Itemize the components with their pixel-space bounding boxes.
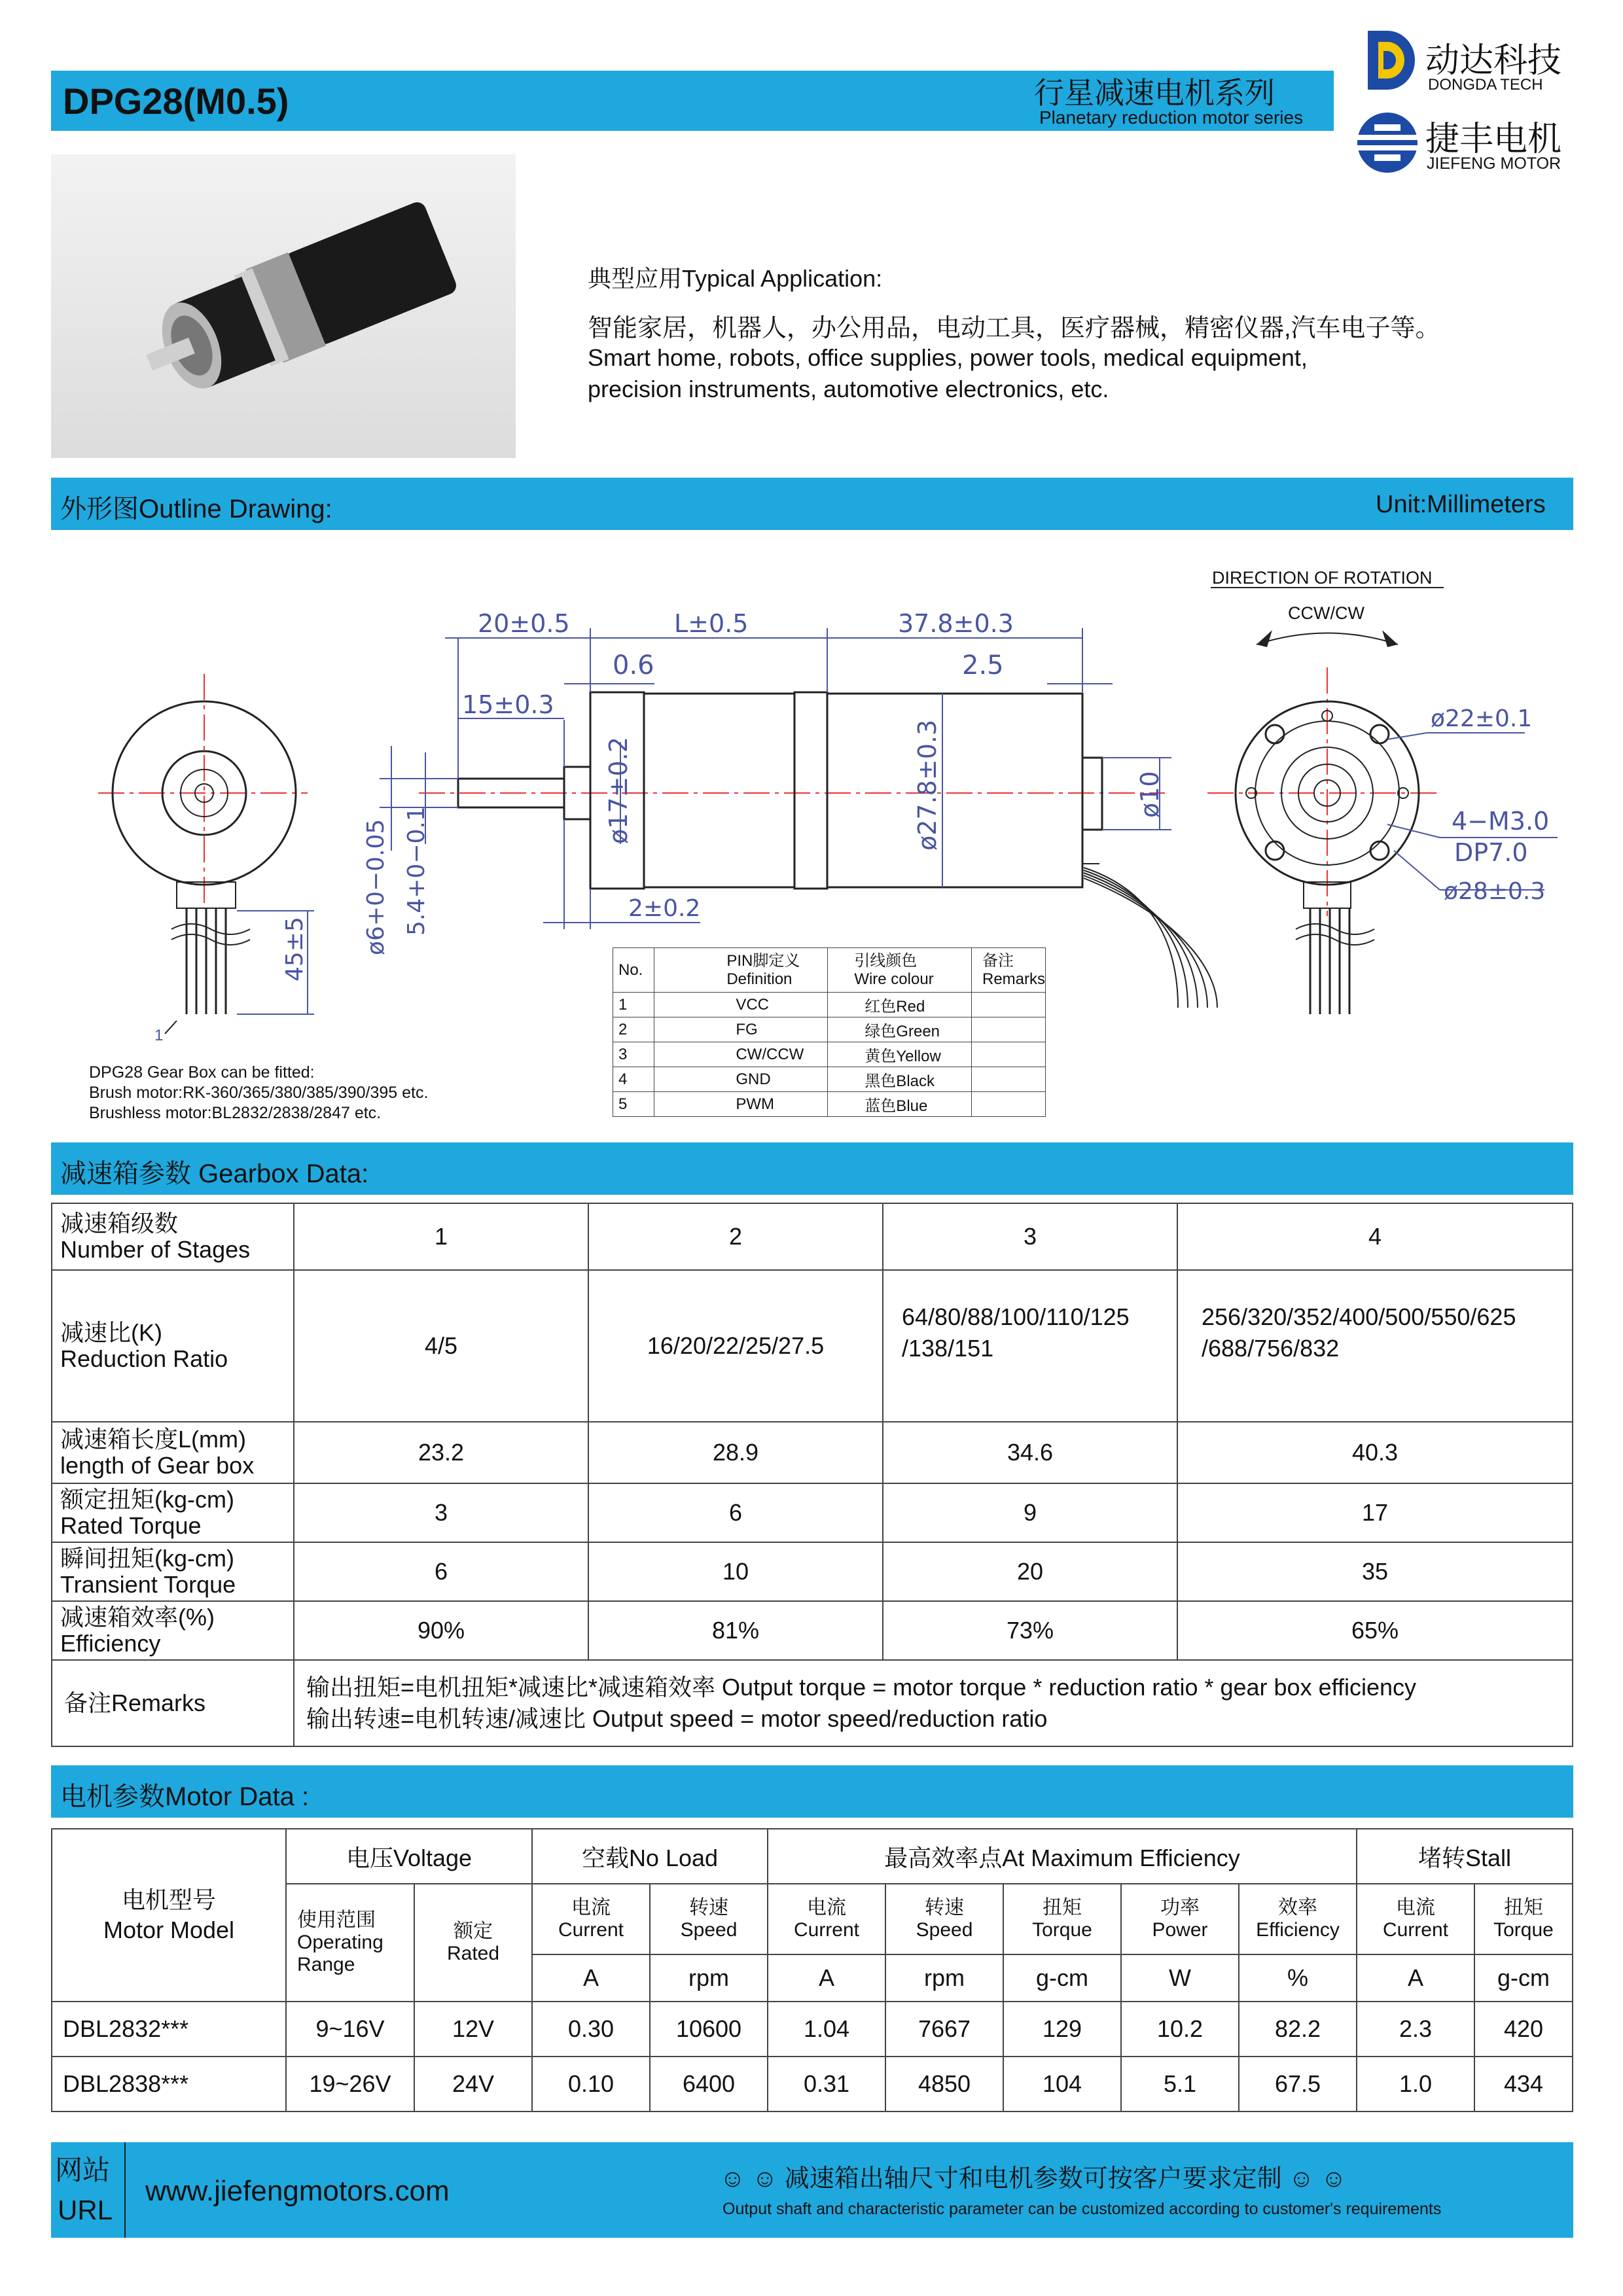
motor-row bbox=[52, 2002, 1573, 2057]
motor-cell: 434 bbox=[1474, 2057, 1573, 2111]
gearbox-cell: 10 bbox=[588, 1542, 883, 1601]
gearbox-cell: 16/20/22/25/27.5 bbox=[588, 1270, 883, 1422]
motor-cell: 19~26V bbox=[286, 2057, 414, 2111]
model-title: DPG28(M0.5) bbox=[63, 80, 289, 122]
fit-note bbox=[89, 1063, 428, 1123]
pin-no: 3 bbox=[613, 1042, 654, 1067]
motor-model: DBL2832*** bbox=[52, 2002, 286, 2057]
gearbox-cell: 64/80/88/100/110/125 /138/151 bbox=[883, 1270, 1177, 1422]
pin-remark bbox=[971, 993, 1045, 1017]
pin-def: CW/CCW bbox=[654, 1042, 828, 1067]
motor-cell: 24V bbox=[414, 2057, 532, 2111]
dim-28: ø28±0.3 bbox=[1444, 878, 1546, 905]
motor-cell: 420 bbox=[1474, 2002, 1573, 2057]
motor-cell: 129 bbox=[1003, 2002, 1121, 2057]
pin-no: 5 bbox=[613, 1092, 654, 1117]
footer-note-en: Output shaft and characteristic parameter can be customized according to customer's requirements bbox=[722, 2200, 1442, 2218]
gearbox-cell: 1 bbox=[294, 1203, 588, 1270]
application-en1: Smart home, robots, office supplies, power tools, medical equipment, bbox=[588, 344, 1308, 371]
motor-cell: 4850 bbox=[885, 2057, 1003, 2111]
motor-cell: 9~16V bbox=[286, 2002, 414, 2057]
pin-header: No. bbox=[613, 948, 654, 993]
pin-colour: 黄色Yellow bbox=[828, 1042, 972, 1067]
left-end-view bbox=[98, 674, 314, 1044]
dim-dp7: DP7.0 bbox=[1454, 838, 1528, 867]
gearbox-cell: 65% bbox=[1177, 1601, 1573, 1660]
application-en2: precision instruments, automotive electronics, etc. bbox=[588, 376, 1109, 402]
pin-colour: 红色Red bbox=[828, 993, 972, 1017]
sub-header: 电流 Current bbox=[532, 1884, 650, 1954]
motor-model: DBL2838*** bbox=[52, 2057, 286, 2111]
unit-cell: % bbox=[1239, 1954, 1357, 2002]
pin-table bbox=[613, 947, 1046, 1117]
gearbox-cell: 20 bbox=[883, 1542, 1177, 1601]
gearbox-cell: 6 bbox=[588, 1483, 883, 1542]
pin-colour: 黑色Black bbox=[828, 1067, 972, 1092]
gearbox-row-label: 减速比(K) Reduction Ratio bbox=[52, 1270, 294, 1422]
motor-cell: 0.31 bbox=[768, 2057, 885, 2111]
rotation-indicator bbox=[1211, 568, 1444, 647]
jiefeng-logo-icon bbox=[1355, 110, 1420, 175]
pin-1-label: 1 bbox=[154, 1027, 164, 1044]
right-end-view bbox=[1207, 667, 1558, 1014]
gearbox-cell: 28.9 bbox=[588, 1422, 883, 1483]
fit-note-line: DPG28 Gear Box can be fitted: bbox=[89, 1063, 315, 1082]
pin-remark bbox=[971, 1092, 1045, 1117]
gearbox-cell: 6 bbox=[294, 1542, 588, 1601]
pin-remark bbox=[971, 1017, 1045, 1042]
dim-L: L±0.5 bbox=[674, 609, 749, 638]
gearbox-cell: 40.3 bbox=[1177, 1422, 1573, 1483]
sub-header: 扭矩 Torque bbox=[1003, 1884, 1121, 1954]
unit-cell: g-cm bbox=[1003, 1954, 1121, 2002]
dim-m3: 4−M3.0 bbox=[1452, 807, 1550, 836]
remarks-line-2: 输出转速=电机转速/减速比 Output speed = motor speed/reduction ratio bbox=[306, 1705, 1048, 1732]
brand1-cn: 动达科技 bbox=[1425, 42, 1562, 80]
dim-15: 15±0.3 bbox=[462, 690, 554, 719]
rotation-value: CCW/CW bbox=[1288, 603, 1364, 623]
gearbox-cell: 35 bbox=[1177, 1542, 1573, 1601]
application-cn: 智能家居，机器人，办公用品，电动工具，医疗器械，精密仪器,汽车电子等。 bbox=[588, 315, 1440, 342]
unit-cell: W bbox=[1121, 1954, 1239, 2002]
fit-note-line: Brushless motor:BL2832/2838/2847 etc. bbox=[89, 1104, 382, 1122]
dim-5-4: 5.4+0−0.1 bbox=[403, 806, 430, 936]
pin-remark bbox=[971, 1067, 1045, 1092]
outline-title: 外形图Outline Drawing: bbox=[60, 495, 332, 523]
unit-cell: A bbox=[768, 1954, 885, 2002]
motor-cell: 5.1 bbox=[1121, 2057, 1239, 2111]
motor-cell: 2.3 bbox=[1357, 2002, 1474, 2057]
dim-0-6: 0.6 bbox=[613, 650, 654, 680]
gearbox-cell: 90% bbox=[294, 1601, 588, 1660]
sub-header: 电流 Current bbox=[1357, 1884, 1474, 1954]
site-label-cn: 网站 bbox=[55, 2155, 111, 2185]
sub-header: 转速 Speed bbox=[650, 1884, 768, 1954]
unit-cell: A bbox=[532, 1954, 650, 2002]
pin-header: 引线颜色 Wire colour bbox=[828, 948, 972, 993]
gearbox-row-label: 减速箱级数 Number of Stages bbox=[52, 1203, 294, 1270]
stall-header: 堵转Stall bbox=[1357, 1829, 1573, 1884]
brand1-en: DONGDA TECH bbox=[1428, 76, 1543, 94]
motor-row bbox=[52, 2057, 1573, 2111]
pin-remark bbox=[971, 1042, 1045, 1067]
gearbox-row-label: 额定扭矩(kg-cm) Rated Torque bbox=[52, 1483, 294, 1542]
unit-cell: rpm bbox=[650, 1954, 768, 2002]
series-cn: 行星减速电机系列 bbox=[1034, 76, 1275, 110]
gearbox-cell: 73% bbox=[883, 1601, 1177, 1660]
site-label-en: URL bbox=[58, 2195, 113, 2225]
gearbox-title: 减速箱参数 Gearbox Data: bbox=[60, 1159, 369, 1188]
dim-37-8: 37.8±0.3 bbox=[898, 609, 1014, 638]
motor-model-header: 电机型号 Motor Model bbox=[52, 1829, 286, 2002]
gearbox-cell: 4 bbox=[1177, 1203, 1573, 1270]
sub-header: 效率 Efficiency bbox=[1239, 1884, 1357, 1954]
gearbox-row-label: 减速箱长度L(mm) length of Gear box bbox=[52, 1422, 294, 1483]
pin-no: 4 bbox=[613, 1067, 654, 1092]
gearbox-cell: 17 bbox=[1177, 1483, 1573, 1542]
gearbox-cell: 34.6 bbox=[883, 1422, 1177, 1483]
remarks-label: 备注Remarks bbox=[52, 1660, 294, 1746]
motor-cell: 10600 bbox=[650, 2002, 768, 2057]
pin-def: FG bbox=[654, 1017, 828, 1042]
pin-header: PIN脚定义 Definition bbox=[654, 948, 828, 993]
dongda-logo-icon bbox=[1361, 27, 1420, 93]
motor-cell: 1.04 bbox=[768, 2002, 885, 2057]
gearbox-cell: 9 bbox=[883, 1483, 1177, 1542]
rated-header: 额定 Rated bbox=[414, 1884, 532, 2002]
dim-10: ø10 bbox=[1135, 771, 1164, 818]
application-heading: 典型应用Typical Application: bbox=[588, 265, 883, 292]
maxeff-header: 最高效率点At Maximum Efficiency bbox=[768, 1829, 1357, 1884]
gearbox-row-label: 瞬间扭矩(kg-cm) Transient Torque bbox=[52, 1542, 294, 1601]
sub-header: 功率 Power bbox=[1121, 1884, 1239, 1954]
pin-header: 备注 Remarks bbox=[971, 948, 1045, 993]
dim-27-8: ø27.8±0.3 bbox=[913, 719, 942, 851]
gearbox-cell: 3 bbox=[294, 1483, 588, 1542]
fit-note-line: Brush motor:RK-360/365/380/385/390/395 etc. bbox=[89, 1084, 429, 1102]
pin-def: GND bbox=[654, 1067, 828, 1092]
pin-colour: 绿色Green bbox=[828, 1017, 972, 1042]
range-header: 使用范围 Operating Range bbox=[286, 1884, 414, 2002]
motor-cell: 6400 bbox=[650, 2057, 768, 2111]
outline-unit: Unit:Millimeters bbox=[1376, 491, 1546, 518]
motor-cell: 7667 bbox=[885, 2002, 1003, 2057]
motor-cell: 12V bbox=[414, 2002, 532, 2057]
pin-colour: 蓝色Blue bbox=[828, 1092, 972, 1117]
motor-cell: 0.10 bbox=[532, 2057, 650, 2111]
dim-20: 20±0.5 bbox=[478, 609, 570, 638]
gearbox-cell: 2 bbox=[588, 1203, 883, 1270]
series-en: Planetary reduction motor series bbox=[1039, 107, 1304, 128]
header-bar-underline bbox=[51, 131, 1334, 133]
motor-title: 电机参数Motor Data : bbox=[60, 1782, 310, 1811]
pin-def: PWM bbox=[654, 1092, 828, 1117]
site-label-box bbox=[51, 2142, 126, 2238]
pin-def: VCC bbox=[654, 993, 828, 1017]
gearbox-cell: 256/320/352/400/500/550/625 /688/756/832 bbox=[1177, 1270, 1573, 1422]
sub-header: 电流 Current bbox=[768, 1884, 885, 1954]
dim-2-5: 2.5 bbox=[962, 650, 1004, 680]
dim-22: ø22±0.1 bbox=[1431, 705, 1533, 732]
rotation-title: DIRECTION OF ROTATION bbox=[1212, 568, 1433, 588]
product-photo bbox=[51, 154, 516, 458]
footer-note-cn: ☺ ☺ 减速箱出轴尺寸和电机参数可按客户要求定制 ☺ ☺ bbox=[720, 2165, 1347, 2193]
dim-2: 2±0.2 bbox=[628, 895, 701, 922]
unit-cell: rpm bbox=[885, 1954, 1003, 2002]
website-link[interactable]: www.jiefengmotors.com bbox=[145, 2175, 450, 2207]
unit-cell: A bbox=[1357, 1954, 1474, 2002]
sub-header: 扭矩 Torque bbox=[1474, 1884, 1573, 1954]
pin-no: 2 bbox=[613, 1017, 654, 1042]
gearbox-cell: 4/5 bbox=[294, 1270, 588, 1422]
dim-17: ø17±0.2 bbox=[604, 737, 633, 844]
gearbox-row-label: 减速箱效率(%) Efficiency bbox=[52, 1601, 294, 1660]
pin-no: 1 bbox=[613, 993, 654, 1017]
gearbox-cell: 81% bbox=[588, 1601, 883, 1660]
motor-cell: 67.5 bbox=[1239, 2057, 1357, 2111]
gearbox-table bbox=[51, 1203, 1573, 1747]
motor-cell: 10.2 bbox=[1121, 2002, 1239, 2057]
dim-6: ø6+0−0.05 bbox=[363, 819, 389, 955]
remarks-line-1: 输出扭矩=电机扭矩*减速比*减速箱效率 Output torque = motor torque * reduction ratio * gear box efficiency bbox=[306, 1674, 1416, 1701]
sub-header: 转速 Speed bbox=[885, 1884, 1003, 1954]
brand2-en: JIEFENG MOTOR bbox=[1427, 154, 1561, 173]
voltage-header: 电压Voltage bbox=[286, 1829, 532, 1884]
motor-cell: 1.0 bbox=[1357, 2057, 1474, 2111]
gearbox-cell: 3 bbox=[883, 1203, 1177, 1270]
noload-header: 空载No Load bbox=[532, 1829, 768, 1884]
dim-45: 45±5 bbox=[281, 917, 308, 981]
remarks-text bbox=[294, 1660, 1573, 1746]
motor-cell: 104 bbox=[1003, 2057, 1121, 2111]
motor-cell: 0.30 bbox=[532, 2002, 650, 2057]
motor-table bbox=[51, 1828, 1573, 2112]
unit-cell: g-cm bbox=[1474, 1954, 1573, 2002]
gearbox-cell: 23.2 bbox=[294, 1422, 588, 1483]
brand2-cn: 捷丰电机 bbox=[1425, 120, 1562, 158]
motor-cell: 82.2 bbox=[1239, 2002, 1357, 2057]
